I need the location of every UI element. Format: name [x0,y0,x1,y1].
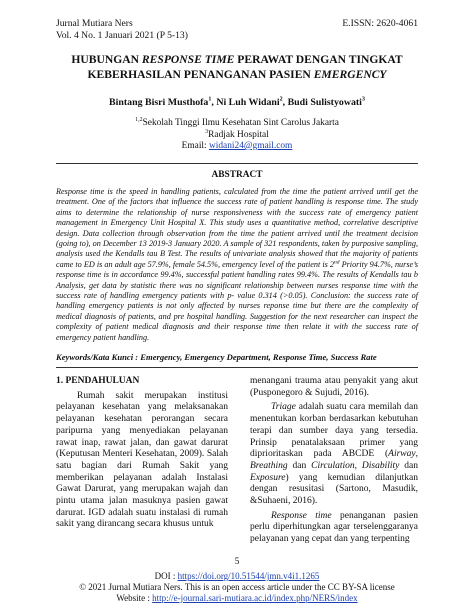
copyright-line: © 2021 Jurnal Mutiara Ners. This is an open access article under the CC BY-SA license [79,582,395,592]
affiliations [40,118,434,153]
affiliation-1: $^{1,2}$Sekolah Tinggi Ilmu Kesehatan Sint Carolus Jakarta [135,116,339,128]
right-paragraph-1: menangani trauma atau penyakit yang akut (Pusponegoro & Sujudi, 2016). [250,376,418,398]
email-line: Email: widani24@gmail.com [181,141,293,151]
website-link[interactable]: http://e-journal.sari-mutiara.ac.id/index.php/NERS/index [152,593,358,603]
volume-issue: Vol. 4 No. 1 Januari 2021 (P 5-13) [56,29,188,41]
footer [0,571,474,604]
right-paragraph-2: Triage adalah suatu cara memilah dan menentukan korban berdasarkan kebutuhan terapi dan sumber daya yang tersedia. Prinsip penatalaksaan primer yang diprioritaskan pada ABCDE (Airway, Breathing dan Circulation, Disability dan Exposure) yang kemudian dilanjutkan dengan resusitasi (Sartono, Masudik, &Suhaeni, 2016). [250,402,419,507]
abstract-heading: ABSTRACT [211,170,263,180]
intro-paragraph: Rumah sakit merupakan institusi pelayanan kesehatan yang melaksanakan pelayanan kesehatan perorangan secara paripurna yang menyediakan pelayanan rawat inap, rawat jalan, dan gawat darurat (Keputusan Menteri Kesehatan, 2009). Salah satu bagian dari Rumah Sakit yang memberikan pelayanan adalah Instalasi Gawat Darurat, yang merupakan wajah dan pintu utama jalan masuknya pasien gawat darurat. IGD adalah suatu instalasi di rumah sakit yang dirancang secara khusus untuk [56,390,228,530]
keywords: Keywords/Kata Kunci : Emergency, Emergency Department, Response Time, Success Rate [56,352,377,362]
keywords-label: Keywords/Kata Kunci [56,352,134,362]
author-list: Bintang Bisri Musthofa$^1$, Ni Luh Widani$^2$, Budi Sulistyowati$^3$ [109,96,365,108]
page-number: 5 [234,556,240,566]
keywords-text: Emergency, Emergency Department, Response Time, Success Rate [140,352,377,362]
right-paragraph-3: Response time penanganan pasien perlu diperhitungkan agar terselenggaranya pelayanan yang cepat dan yang terpenting [250,510,418,545]
journal-name: Jurnal Mutiara Ners [56,18,133,29]
website-line: Website : http://e-journal.sari-mutiara.ac.id/index.php/NERS/index [116,593,358,603]
affiliation-2: $^3$Radjak Hospital [205,128,269,140]
right-column [250,376,418,546]
email-link[interactable]: widani24@gmail.com [208,141,293,151]
abstract-top-rule [56,163,418,164]
abstract-bottom-rule [56,367,418,368]
paper-title: HUBUNGAN RESPONSE TIME PERAWAT DENGAN TINGKAT KEBERHASILAN PENANGANAN PASIEN EMERGENCY [71,53,403,81]
left-column [56,376,228,531]
eissn: E.ISSN: 2620-4061 [342,18,418,29]
doi-link[interactable]: https://doi.org/10.51544/jmn.v4i1.1265 [177,571,320,581]
abstract-text: Response time is the speed in handling patients, calculated from the time the patient arrived until get the treatment. One of the factors that influence the success rate of patient handling is response time. The study aims to determine the relationship of nurse responsiveness with the success rate of emergency patient management in Emergency Unit Hospital X. This study uses a quantitative method, correlative descriptive design. Data collection through observation from the time the patient arrived until the treatment decision (going to), on December 13 2019-3 January 2020. A sample of 321 respondents, taken by purposive sampling, analysis used the Kendalls tau B Test. The results of univariate analysis showed that the majority of patients came to ED is an adult age 57.9%, female 54.5%, emergency level of the patient is 2nd Priority 94.7%, nurse’s response time is in accordance 99.4%, successful patient handling rates 99.4%. The results of Kendalls tau b Analysis, get data by statistic there was no significant relationship between nurses response time with the success rate of handling emergency patients with p- value 0.314 (>0.05). Conclusion: the success rate of handling emergency patients is not only affected by nurses reponse time but there are the complexity of medical diagnosis of patients, and pre hospital handling. Suggestion for the next researcher can inspect the complexity of patient medical diagnosis and their response time then relate it with the success rate of emergency patient handling. [56,187,418,342]
section-heading-pendahuluan: 1. PENDAHULUAN [56,376,140,386]
doi-line: DOI : https://doi.org/10.51544/jmn.v4i1.1265 [154,571,320,581]
running-header-left [56,18,188,41]
